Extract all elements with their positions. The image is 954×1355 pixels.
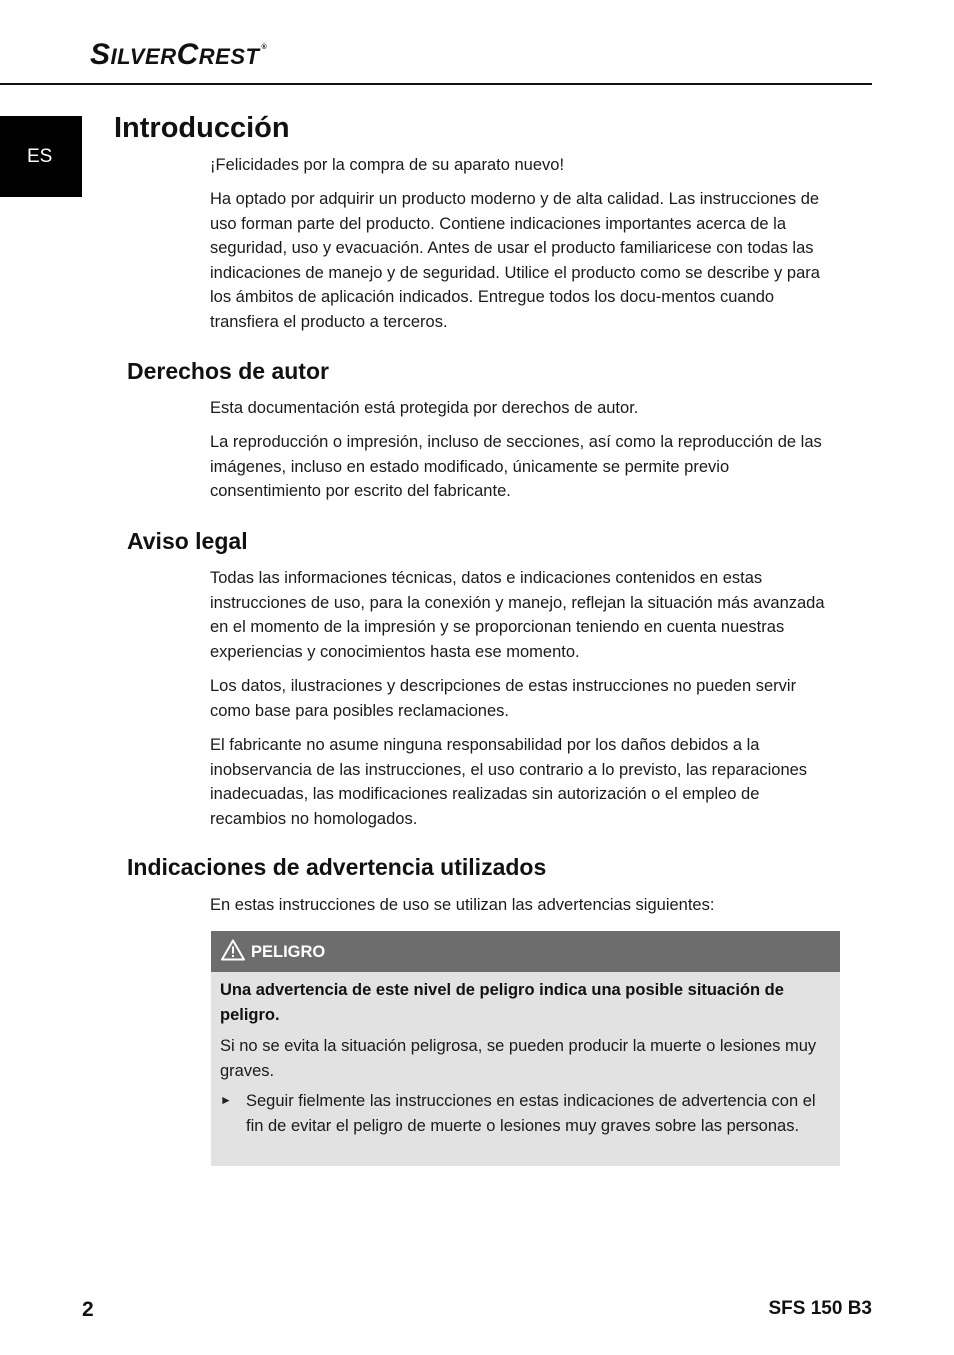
- intro-paragraph-1: ¡Felicidades por la compra de su aparato nuevo!: [210, 156, 565, 174]
- header-rule: [0, 83, 872, 85]
- legal-paragraph-3: El fabricante no asume ninguna responsabilidad por los daños debidos a la inobservancia de las instrucciones, el uso contrario a lo previsto, las reparaciones inadecuadas, las modificaciones realizadas sin autorización o el empleo de recambios no homologados.: [210, 736, 808, 828]
- danger-bullet-text: Seguir fielmente las instrucciones en estas indicaciones de advertencia con el fin de evitar el peligro de muerte o lesiones muy graves sobre las personas.: [246, 1092, 816, 1135]
- legal-title: Aviso legal: [127, 528, 248, 554]
- intro-title: Introducción: [114, 112, 290, 144]
- copyright-paragraph-1: Esta documentación está protegida por derechos de autor.: [210, 399, 639, 417]
- danger-label: PELIGRO: [251, 943, 326, 961]
- danger-body-text: Si no se evita la situación peligrosa, se pueden producir la muerte o lesiones muy graves.: [220, 1037, 817, 1080]
- page-number: 2: [82, 1298, 94, 1321]
- danger-warning-header: [211, 931, 840, 972]
- model-number: SFS 150 B3: [768, 1298, 872, 1319]
- copyright-paragraph-2: La reproducción o impresión, incluso de secciones, así como la reproducción de las imágenes, incluso en estado modificado, únicamente se permite previo consentimiento por escrito del fabricante.: [210, 433, 822, 501]
- language-tab: ES: [0, 116, 82, 197]
- danger-warning-box: [211, 931, 840, 1166]
- legal-paragraph-2: Los datos, ilustraciones y descripciones de estas instrucciones no pueden servir como base para posibles reclamaciones.: [210, 677, 797, 720]
- warnings-title: Indicaciones de advertencia utilizados: [127, 854, 547, 880]
- silvercrest-logo: SILVERCREST ®: [90, 38, 268, 71]
- intro-paragraph-2: Ha optado por adquirir un producto moderno y de alta calidad. Las instrucciones de uso forman parte del producto. Contiene indicaciones importantes acerca de la seguridad, uso y evacuación. Antes de usar el producto familiaricese con todas las indicaciones de manejo y de seguridad. Utilice el producto como se describe y para los ámbitos de aplicación indicados. Entregue todos los docu-mentos cuando transfiera el producto a terceros.: [210, 190, 820, 331]
- warnings-paragraph-1: En estas instrucciones de uso se utilizan las advertencias siguientes:: [210, 896, 715, 914]
- danger-lead-text: Una advertencia de este nivel de peligro indica una posible situación de peligro.: [220, 981, 784, 1024]
- warning-triangle-icon: [221, 939, 245, 961]
- bullet-arrow-icon: ►: [220, 1093, 232, 1107]
- copyright-title: Derechos de autor: [127, 358, 329, 384]
- legal-paragraph-1: Todas las informaciones técnicas, datos e indicaciones contenidos en estas instrucciones de uso, para la conexión y manejo, reflejan la situación más avanzada en el momento de la impresión y se proporcionan teniendo en cuenta nuestras experiencias y conocimientos hasta ese momento.: [210, 569, 825, 661]
